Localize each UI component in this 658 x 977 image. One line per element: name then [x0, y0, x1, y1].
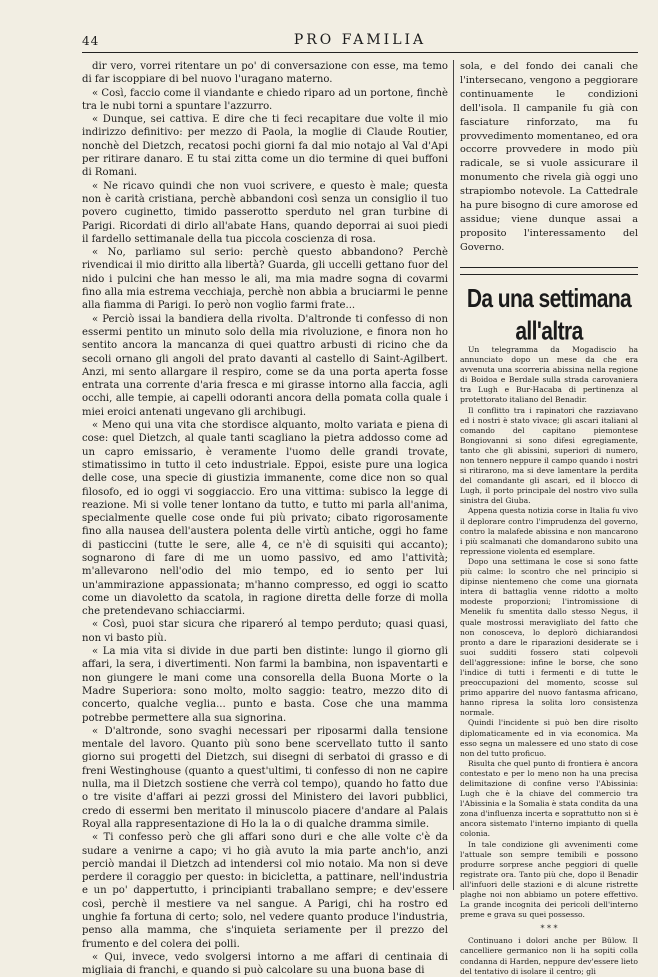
column-divider: [453, 60, 454, 890]
article-paragraph: In tale condizione gli avvenimenti come l'attuale son sempre temibili e possono produrre sorprese anche peggiori di quelle registrate ora. Tanto più che, dopo il Benadir all'infuori delle stazioni e di alcune ristrette plaghe noi non abbiamo un potere effettivo. La grande incognita dei pericoli dell'interno preme e grava su quei possesso.: [460, 839, 638, 920]
paragraph: « La mia vita si divide in due parti ben distinte: lungo il giorno gli affari, la sera, i divertimenti. Non farmi la bambina, non ispaventarti e non giungere le mani come una consorella della Buona Morte o la Madre Superiora: sono molto, molto saggio: teatro, mezzo dito di concerto, qualche veglia... punto e basta. Cose che una mamma potrebbe permettere alla sua signorina.: [82, 646, 448, 724]
paragraph: « Così, puoi star sicura che ripareró al tempo perduto; quasi quasi, non vi basto più.: [82, 619, 448, 644]
section-rule: [460, 267, 638, 269]
paragraph: « Così, faccio come il viandante e chiedo riparo ad un portone, finchè tra le nubi torni a spuntare l'azzurro.: [82, 87, 448, 112]
article-body: [460, 345, 638, 977]
article-paragraph: Appena questa notizia corse in Italia fu vivo il deplorare contro l'imprudenza del governo, contro la malafede abissina e non mancarono i più scalmanati che domandarono subito una repressione violenta ed esemplare.: [460, 506, 638, 556]
article-paragraph: Il conflitto tra i rapinatori che razziavano ed i nostri è stato vivace; gli ascari italiani al comando del capitano piemontese Bongiovanni si sono difesi egregiamente, tanto che gli abissini, superiori di numero, non tennero neppure il campo quando i nostri si ritirarono, ma si deve lamentare la perdita del comandante gli ascari, ed il blocco di Lugh, il porto principale del nostro vivo sulla sinistra del Giuba.: [460, 405, 638, 506]
page-number: 44: [82, 34, 100, 48]
article-paragraph: Quindi l'incidente si può ben dire risolto diplomaticamente ed in via economica. Ma esso segna un malessere ed uno stato di cose non del tutto proficuo.: [460, 718, 638, 758]
journal-title: PRO FAMILIA: [293, 32, 427, 48]
right-column: [460, 60, 638, 977]
paragraph: « Perciò issai la bandiera della rivolta. D'altronde ti confesso di non essermi pentito un minuto solo della mia rivoluzione, e finora non ho sentito ancora la mancanza di quei quattro arbusti di ricino che da secoli ornano gli angoli del prato davanti al castello di Saint-Agilbert. Anzi, mi sento allargare il respiro, come se da una porta aperta fosse entrata una corrente d'aria fresca e mi girasse intorno alla faccia, agli occhi, alle tempie, ai capelli odoranti ancora della pomata colla quale i miei eroici antenati ungevano gli archibugi.: [82, 313, 448, 418]
section-rule-thin: [460, 274, 638, 275]
article-paragraph: Risulta che quel punto di frontiera è ancora contestato e per lo meno non ha una precisa delimitazione di confine verso l'Abissinia: Lugh che è la chiave del commercio tra l'Abissinia e la Somalia è stata condita da una zona d'influenza incerta e soprattutto non si è ancora sistemato l'interno impianto di quella colonia.: [460, 758, 638, 839]
article-paragraph: Dopo una settimana le cose si sono fatte più calme: lo scontro che nel principio si dipinse nientemeno che come una giornata intera di battaglia venne ridotto a molto modeste proporzioni; l'intromissione di Menelik fu smentita dallo stesso Negus, il quale mostrossi meravigliato del fatto che non conosceva, lo deplorò dichiarandosi pronto a dare le riparazioni desiderate se i suoi sudditi fossero stati colpevoli dell'aggressione: infine le borse, che sono l'indice di tutti i fermenti e di tutte le preoccupazioni del momento, scosse sul primo apparire del nuovo fantasma africano, hanno ripresa la solita loro consistenza normale.: [460, 556, 638, 718]
paragraph: « Meno qui una vita che stordisce alquanto, molto variata e piena di cose: quel Dietzch, al quale tanti scagliano la pietra addosso come ad un capro emissario, è veramente l'uomo delle grandi trovate, stimatissimo in tutto il ceto industriale. Eppoi, esiste pure una logica delle cose, una specie di giustizia immanente, come dice non so qual filosofo, ed io oggi vi soggiaccio. Ero una vittima: subisco la legge di reazione. Mi si volle tener lontano da tutto, e tutto mi parla all'anima, specialmente quelle cose onde fui più privato; cibato rigorosamente fino alla nausea dell'austera polenta delle virtù antiche, oggi ho fame di pasticcini (tutte le sere, alle 4, ce n'è di squisiti qui accanto); sognarono di fare di me un uomo passivo, ed amo l'attività; m'allevarono nell'odio del mio tempo, ed io sento per lui un'ammirazione appassionata; m'hanno compresso, ed oggi io scatto come un diavoletto da scatola, in ragione diretta delle forze di molla che pretendevano schiacciarmi.: [82, 420, 448, 618]
article-title: Da una settimana all'altra: [466, 284, 632, 346]
page-header: [82, 30, 638, 53]
paragraph: « No, parliamo sul serio: perchè questo abbandono? Perchè rivendicai il mio diritto alla libertà? Guarda, gli uccelli gettano fuor del nido i pulcini che han messo le ali, ma mia madre sogna di covarmi fino alla mia estrema vecchiaja, perchè non abbia a bruciarmi le penne alla fiamma di Parigi. Io però non voglio farmi frate...: [82, 247, 448, 312]
asterism-separator: * * *: [540, 924, 558, 934]
paragraph: « Ti confesso però che gli affari sono duri e che alle volte c'è da sudare a venirne a capo; vi ho già avuto la mia parte anch'io, anzi perciò mandai il Dietzch ad intendersi col mio notaio. Ma non si deve perdere il coraggio per questo: in bicicletta, a pattinare, nell'industria e un po' dappertutto, i principianti traballano sempre; e dev'essere così, perchè il mestiere va nel sangue. A Parigi, chi ha rostro ed unghie fa fortuna di certo; solo, nel vedere quanto produce l'industria, penso alla mamma, che s'inquieta seriamente per il prezzo del frumento e del colera dei polli.: [82, 832, 448, 950]
paragraph: « Ne ricavo quindi che non vuoi scrivere, e questo è male; questa non è carità cristiana, perchè abbandoni così senza un consiglio il tuo povero cuginetto, timido passerotto sperduto nel gran turbine di Parigi. Ricordati di dirlo all'abate Hans, quando deporrai ai suoi piedi il fardello settimanale della tua piccola coscienza di rosa.: [82, 180, 448, 245]
paragraph: « Dunque, sei cattiva. E dire che ti feci recapitare due volte il mio indirizzo definitivo: per mezzo di Paola, la moglie di Claude Routier, nonchè del Dietzch, recatosi pochi giorni fa dal mio notajo al Val d'Api per ritirare danaro. E tu stai zitta come un dio termine di quei buffoni di Romani.: [82, 114, 448, 179]
paragraph: « Qui, invece, vedo svolgersi intorno a me affari di centinaia di migliaia di franchi, e quando si può calcolare su una buona base di: [82, 951, 448, 977]
article-paragraph: Continuano i dolori anche per Bülow. Il cancelliere germanico non li ha sopiti colla condanna di Harden, neppure dev'essere lieto del tentativo di isolare il centro; gli: [460, 936, 638, 976]
paragraph: dir vero, vorrei ritentare un po' di conversazione con esse, ma temo di far iscoppiare di bel nuovo l'uragano materno.: [82, 61, 448, 86]
continued-text: sola, e del fondo dei canali che l'intersecano, vengono a peggiorare continuamente le condizioni dell'isola. Il campanile fu già con fasciature rinforzato, ma fu provvedimento momentaneo, ed ora occorre provvedere in modo più radicale, se si vuole assicurare il monumento che rivela già oggi uno strapiombo notevole. La Cattedrale ha pure bisogno di cure amorose ed assidue; viene dunque assai a proposito l'interessamento del Governo.: [460, 61, 638, 253]
left-column: [82, 60, 448, 977]
paragraph: « D'altronde, sono svaghi necessari per riposarmi dalla tensione mentale del lavoro. Quanto più sono bene scervellato tutto il santo giorno sui progetti del Dietzch, sui disegni di serbatoi di grasso e di freni Westinghouse (quanto a quest'ultimi, ti confesso di non ne capire nulla, ma il Dietzch sostiene che verrà col tempo), quando ho fatto due o tre visite d'affari ai pezzi grossi del Ministero dei lavori pubblici, credo di essermi ben meritato il minuscolo piacere d'andare al Palais Royal alla rappresentazione di Ho la la o di qualche dramma simile.: [82, 725, 448, 830]
article-paragraph: Un telegramma da Mogadiscio ha annunciato dopo un mese da che era avvenuta una scorreria abissina nella regione di Boidoa e Berdale sulla strada carovaniera tra Lugh e Bur-Hacaba di pertinenza al protettorato italiano del Benadir.: [460, 344, 638, 405]
